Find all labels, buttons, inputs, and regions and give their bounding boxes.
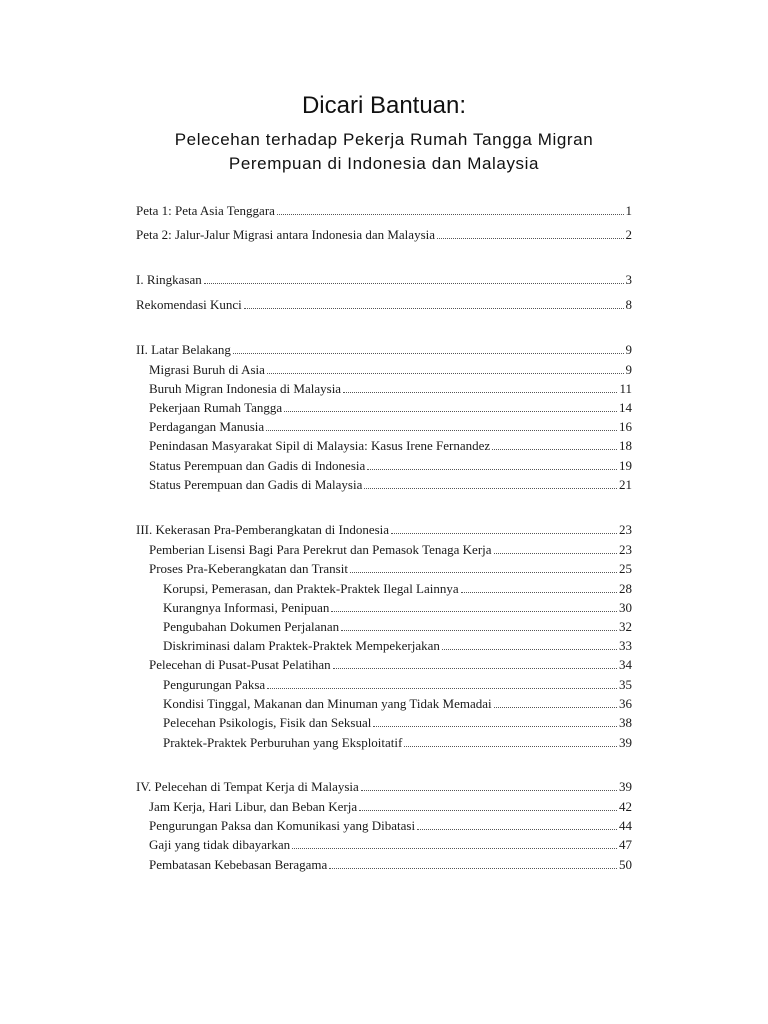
toc-entry-label: Kondisi Tinggal, Makanan dan Minuman yang Tidak Memadai [163,696,492,711]
toc-entry-label: IV. Pelecehan di Tempat Kerja di Malaysia [136,779,359,794]
toc-entry [136,203,632,219]
toc-leader-dots [350,571,617,573]
toc-leader-dots [329,867,617,869]
toc-entry [149,362,632,378]
toc-entry-page: 39 [619,735,632,750]
toc-leader-dots [437,237,623,239]
toc-entry [149,477,632,493]
toc-entry-label: Kurangnya Informasi, Penipuan [163,600,330,615]
toc-entry-label: Status Perempuan dan Gadis di Malaysia [149,477,363,492]
toc-entry-page: 9 [625,362,632,377]
toc-entry-page: 2 [625,227,632,242]
toc-entry-page: 28 [619,581,632,596]
toc-leader-dots [364,487,617,489]
toc-entry-label: III. Kekerasan Pra-Pemberangkatan di Indonesia [136,522,390,537]
toc-entry [149,400,632,416]
toc-entry-page: 44 [619,818,632,833]
toc-entry [136,779,632,795]
toc-entry [163,638,632,654]
toc-entry-page: 32 [619,619,632,634]
toc-entry [163,715,632,731]
toc-leader-dots [461,591,617,593]
toc-entry [136,522,632,538]
toc-leader-dots [331,610,617,612]
toc-leader-dots [494,552,617,554]
toc-entry [149,857,632,873]
toc-leader-dots [267,372,624,374]
toc-entry-label: Pengubahan Dokumen Perjalanan [163,619,340,634]
toc-entry [149,561,632,577]
toc-entry [163,581,632,597]
toc-entry-label: Jam Kerja, Hari Libur, dan Beban Kerja [149,799,358,814]
toc-entry-label: Korupsi, Pemerasan, dan Praktek-Praktek Ilegal Lainnya [163,581,459,596]
toc-leader-dots [359,809,617,811]
toc-entry-label: Diskriminasi dalam Praktek-Praktek Mempekerjakan [163,638,440,653]
toc-leader-dots [333,667,617,669]
toc-entry-label: Perdagangan Manusia [149,419,265,434]
toc-entry-page: 42 [619,799,632,814]
toc-entry-label: Peta 2: Jalur-Jalur Migrasi antara Indonesia dan Malaysia [136,227,436,242]
toc-entry-label: Rekomendasi Kunci [136,297,242,312]
toc-entry-label: Status Perempuan dan Gadis di Indonesia [149,458,366,473]
toc-entry-page: 19 [619,458,632,473]
toc-entry-page: 39 [619,779,632,794]
toc-entry-page: 36 [619,696,632,711]
toc-entry-page: 35 [619,677,632,692]
toc-entry [149,799,632,815]
toc-entry [149,458,632,474]
toc-entry-label: II. Latar Belakang [136,342,231,357]
toc-leader-dots [277,213,624,215]
document-subtitle-line-2: Perempuan di Indonesia dan Malaysia [228,154,540,173]
toc-entry-page: 34 [619,657,632,672]
toc-entry-label: Gaji yang tidak dibayarkan [149,837,291,852]
toc-entry [163,677,632,693]
toc-entry-page: 30 [619,600,632,615]
toc-entry-page: 8 [625,297,632,312]
toc-entry-label: Pelecehan Psikologis, Fisik dan Seksual [163,715,372,730]
toc-entry [136,272,632,288]
toc-leader-dots [361,789,617,791]
toc-entry [136,297,632,313]
toc-leader-dots [391,532,617,534]
toc-entry-label: Peta 1: Peta Asia Tenggara [136,203,275,218]
toc-entry-page: 23 [619,542,632,557]
toc-leader-dots [341,629,617,631]
toc-entry-page: 16 [619,419,632,434]
toc-entry-page: 23 [619,522,632,537]
toc-entry-label: Pembatasan Kebebasan Beragama [149,857,328,872]
toc-leader-dots [292,847,617,849]
toc-entry [149,419,632,435]
toc-entry-page: 3 [625,272,632,287]
toc-entry-page: 33 [619,638,632,653]
toc-entry-page: 21 [619,477,632,492]
toc-entry [136,227,632,243]
toc-entry-page: 50 [619,857,632,872]
toc-leader-dots [367,468,617,470]
toc-entry-label: Praktek-Praktek Perburuhan yang Eksploitatif [163,735,403,750]
toc-leader-dots [417,828,617,830]
document-subtitle-line-1: Pelecehan terhadap Pekerja Rumah Tangga Migran [174,130,594,149]
toc-entry-page: 25 [619,561,632,576]
toc-entry-label: Pelecehan di Pusat-Pusat Pelatihan [149,657,331,672]
toc-entry [149,657,632,673]
toc-entry [149,837,632,853]
toc-entry [149,542,632,558]
toc-entry-page: 38 [619,715,632,730]
toc-leader-dots [343,391,617,393]
toc-entry-page: 14 [619,400,632,415]
toc-entry-label: Migrasi Buruh di Asia [149,362,265,377]
toc-entry [149,818,632,834]
toc-entry [136,342,632,358]
toc-leader-dots [404,745,617,747]
document-title: Dicari Bantuan: [301,92,467,119]
toc-entry-label: Pengurungan Paksa [163,677,266,692]
toc-entry [149,381,632,397]
toc-entry-page: 11 [619,381,632,396]
toc-entry-label: Pemberian Lisensi Bagi Para Perekrut dan Pemasok Tenaga Kerja [149,542,492,557]
toc-leader-dots [266,429,617,431]
toc-entry-label: Buruh Migran Indonesia di Malaysia [149,381,342,396]
toc-entry-page: 1 [625,203,632,218]
toc-leader-dots [204,282,624,284]
toc-entry-page: 18 [619,438,632,453]
toc-entry [149,438,632,454]
toc-entry [163,696,632,712]
toc-leader-dots [492,448,617,450]
toc-leader-dots [442,648,617,650]
toc-leader-dots [373,725,617,727]
toc-leader-dots [233,352,624,354]
toc-entry [163,735,632,751]
toc-leader-dots [284,410,617,412]
toc-entry [163,619,632,635]
toc-entry-label: Pekerjaan Rumah Tangga [149,400,283,415]
toc-entry-label: I. Ringkasan [136,272,202,287]
toc-entry-label: Proses Pra-Keberangkatan dan Transit [149,561,348,576]
toc-entry-page: 9 [625,342,632,357]
toc-entry-page: 47 [619,837,632,852]
toc-leader-dots [267,687,617,689]
toc-leader-dots [244,307,624,309]
toc-leader-dots [494,706,617,708]
toc-entry-label: Pengurungan Paksa dan Komunikasi yang Dibatasi [149,818,416,833]
toc-entry [163,600,632,616]
toc-entry-label: Penindasan Masyarakat Sipil di Malaysia: Kasus Irene Fernandez [149,438,491,453]
